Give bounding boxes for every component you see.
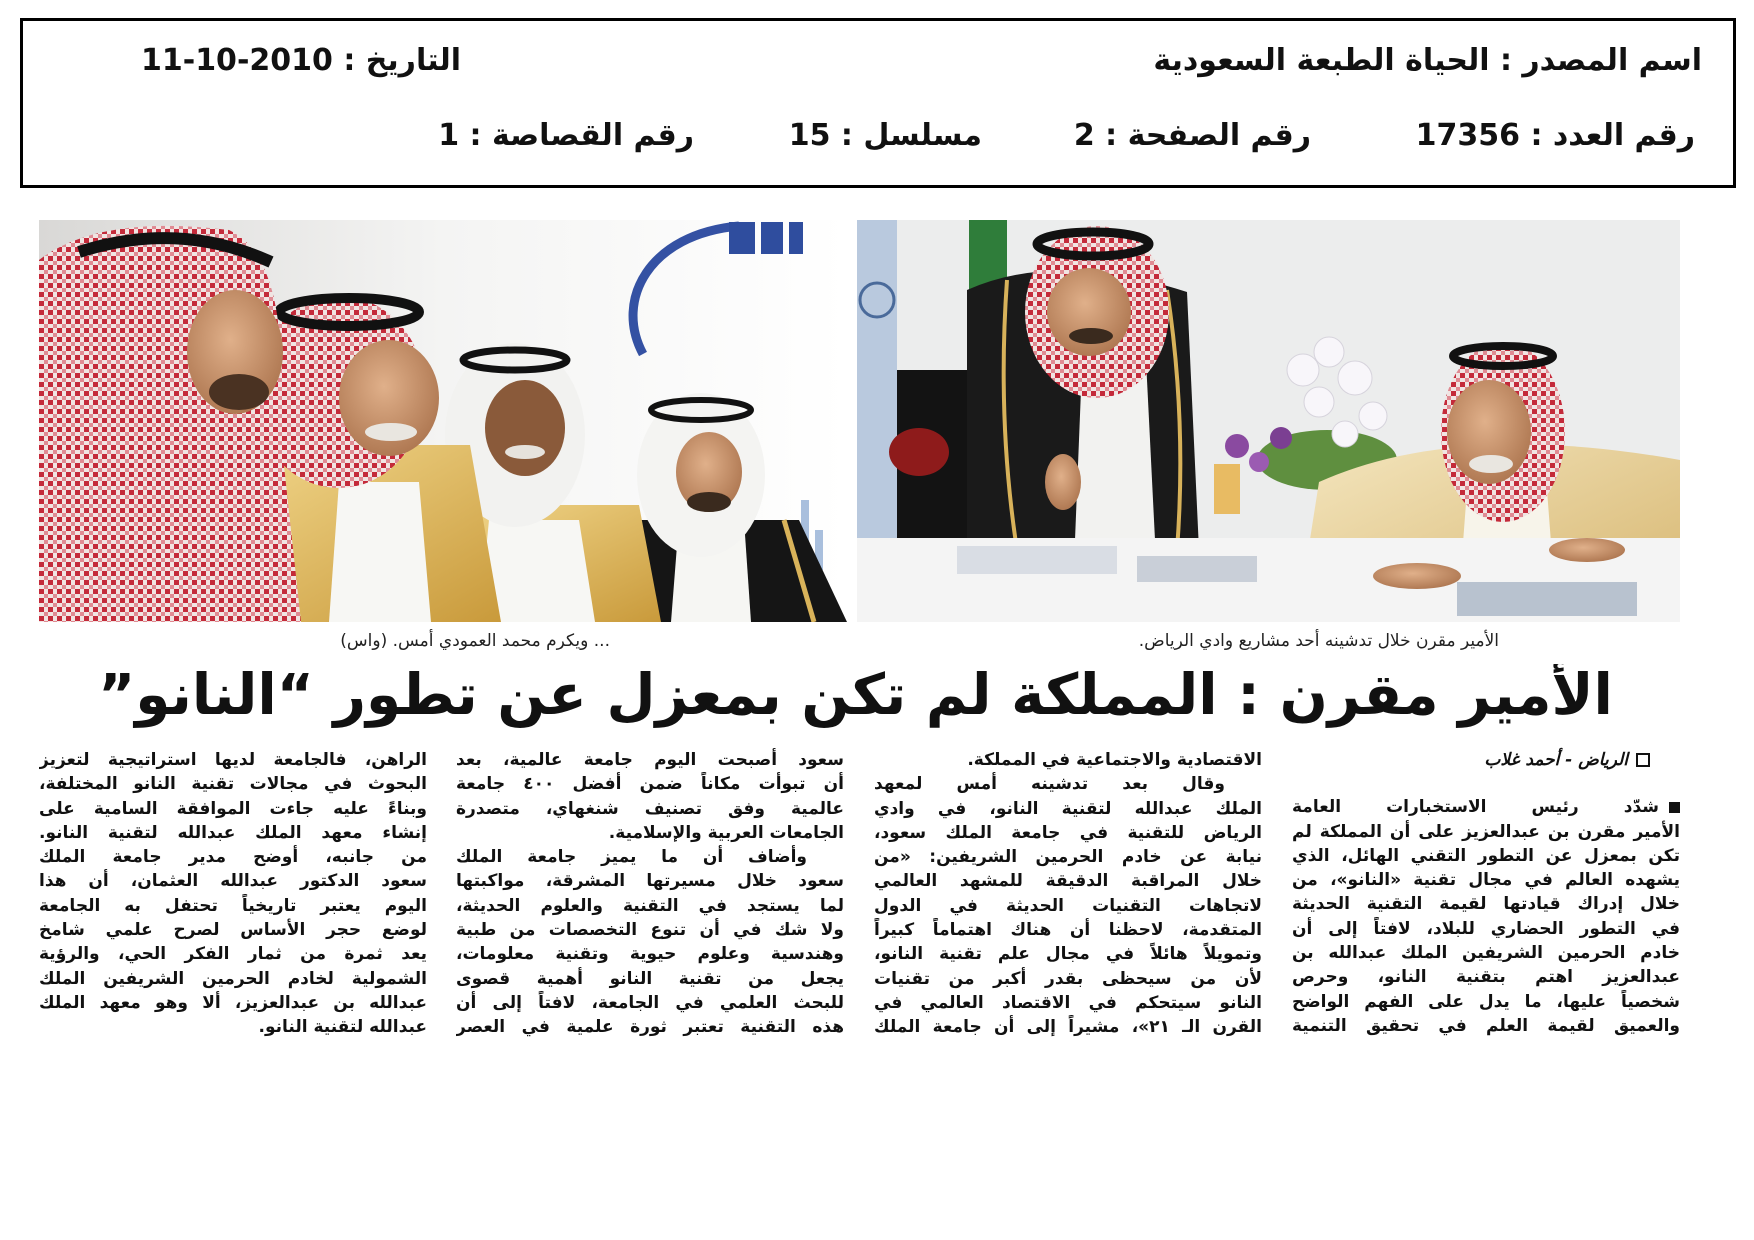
page-value: 2 [1073,118,1095,153]
column-line: الأمير مقرن بن عبدالعزيز على أن المملكة لم [1292,821,1680,842]
serial-field [789,116,982,156]
column-line: خلال إدراك قيادتها لقيمة التقنية الحديثة [1292,894,1680,915]
column-line: وقال بعد تدشينه أمس لمعهد [874,774,1225,795]
column-line: يجعل من تقنية النانو أهمية قصوى [456,968,844,989]
date-field [141,41,461,81]
clip-label: رقم القصاصة : [469,118,694,153]
serial-value: 15 [788,118,831,153]
article-column-3 [456,748,844,1040]
column-line: تكن بمعزل عن التطور التقني الهائل، الذي [1292,845,1680,866]
page-label: رقم الصفحة : [1105,118,1311,153]
column-line: سعود أصبحت اليوم جامعة عالمية، بعد [456,750,844,770]
column-line: يشهده العالم في مجال تقنية «النانو»، من [1292,870,1680,891]
source-label: اسم المصدر : [1499,43,1702,78]
column-line: من جانبه، أوضح مدير جامعة الملك [39,847,427,868]
article-column-2 [874,748,1262,1040]
column-line: الشمولية لخادم الحرمين الشريفين الملك [39,968,427,989]
column-line: لأن من سيحظى بقدر أكبر من تقنيات [874,968,1262,989]
photo-left-caption: ... ويكرم محمد العمودي أمس. (واس) [340,631,610,651]
photo-left [39,220,847,622]
column-line: اليوم يعتبر تاريخياً تحتفل به الجامعة [39,895,427,916]
square-outline-icon [1636,753,1650,767]
column-line-text: شدّد رئيس الاستخبارات العامة [1292,797,1659,818]
column-line: البحوث في مجالات تقنية النانو المختلفة، [39,774,427,795]
column-line: إنشاء معهد الملك عبدالله لتقنية النانو. [39,822,427,843]
column-line: شخصياً عليها، ما يدل على الفهم الواضح [1292,991,1680,1012]
column-line: سعود الدكتور عبدالله العثمان، أن هذا [39,871,427,892]
headline: الأمير مقرن : المملكة لم تكن بمعزل عن تطور “النانو” [98,664,1613,728]
column-line: وتمويلاً هائلاً في مجال علم تقنية النانو، [874,944,1262,965]
column-line: نيابة عن خادم الحرمين الشريفين: «من [874,847,1262,868]
column-line: وبناءً عليه جاءت الموافقة السامية على [39,798,427,819]
column-line: للبحث العلمي في الجامعة، لافتاً إلى أن [456,992,844,1013]
column-line: لاتجاهات التقنيات الحديثة في الدول [874,895,1262,916]
juice-glass [1214,464,1240,514]
column-line: الملك عبدالله لتقنية النانو، في وادي [874,798,1262,819]
byline-text: الرياض - أحمد غلاب [1484,750,1628,770]
column-line: ولا شك في أن تنوع التخصصات من طبية [456,920,844,941]
column-line: وهندسية وعلوم حيوية وتقنية معلومات، [456,944,844,965]
column-line: الجامعات العربية والإسلامية. [608,822,844,843]
clip-field [438,116,694,156]
column-line: المتقدمة، لاحظنا أن هناك اهتماماً كبيراً [874,920,1262,941]
photo-right-caption: الأمير مقرن خلال تدشينه أحد مشاريع وادي الرياض. [1138,631,1499,651]
column-line: خلال المراقبة الدقيقة للمشهد العالمي [874,871,1262,892]
date-value: 2010-10-11 [140,43,333,78]
column-line: الراهن، فالجامعة لديها استراتيجية لتعزيز [39,750,427,770]
issue-value: 17356 [1415,118,1521,153]
date-label: التاريخ : [343,43,461,78]
column-line: لوضع حجر الأساس لصرح علمي شامخ [39,920,427,941]
column-line: وأضاف أن ما يميز جامعة الملك [456,847,807,868]
column-line: عبدالله لتقنية النانو. [258,1017,427,1038]
byline [1292,748,1680,772]
column-line: عبدالعزيز اهتم بتقنية النانو، وحرص [1292,967,1680,988]
column-line: النانو سيتحكم في الاقتصاد العالمي في [874,992,1262,1013]
column-line: عالمية وفق تصنيف شنغهاي، متصدرة [456,798,844,819]
photo-right [857,220,1680,622]
column-line: هذه التقنية تعتبر ثورة علمية في العصر [456,1017,844,1038]
person-left [39,226,301,622]
issue-field [1416,116,1695,156]
source-value: الحياة الطبعة السعودية [1153,43,1490,78]
column-line: في التطور الحضاري للبلاد، لافتاً إلى أن [1292,918,1680,939]
column-line: والعميق لقيمة العلم في تحقيق التنمية [1292,1015,1680,1036]
issue-label: رقم العدد : [1530,118,1695,153]
column-line: الرياض للتقنية في جامعة الملك سعود، [874,822,1262,843]
source-field [1153,41,1702,81]
article-column-1 [1292,748,1680,1038]
page-field [1074,116,1311,156]
photo-left-image [39,220,847,622]
column-line: سعود خلال مسيرتها المشرقة، مواكبتها [456,871,844,892]
clip-value: 1 [438,118,460,153]
column-line: عبدالله بن عبدالعزيز، ألا وهو معهد الملك [39,992,427,1013]
column-line: القرن الـ ٢١»، مشيراً إلى أن جامعة الملك [874,1017,1262,1038]
column-line [1292,795,1680,819]
column-line: الاقتصادية والاجتماعية في المملكة. [967,750,1262,770]
column-line: لما يستجد في التقنية والعلوم الحديثة، [456,895,844,916]
column-line: أن تبوأت مكاناً ضمن أفضل ٤٠٠ جامعة [456,774,844,795]
serial-label: مسلسل : [840,118,982,153]
photo-right-image [857,220,1680,622]
article-column-4 [39,748,427,1040]
column-line: خادم الحرمين الشريفين الملك عبدالله بن [1292,943,1680,964]
table [857,538,1680,622]
black-square-icon [1669,802,1680,813]
column-line: يعد ثمرة من ثمار الفكر الحي، والرؤية [39,944,427,965]
